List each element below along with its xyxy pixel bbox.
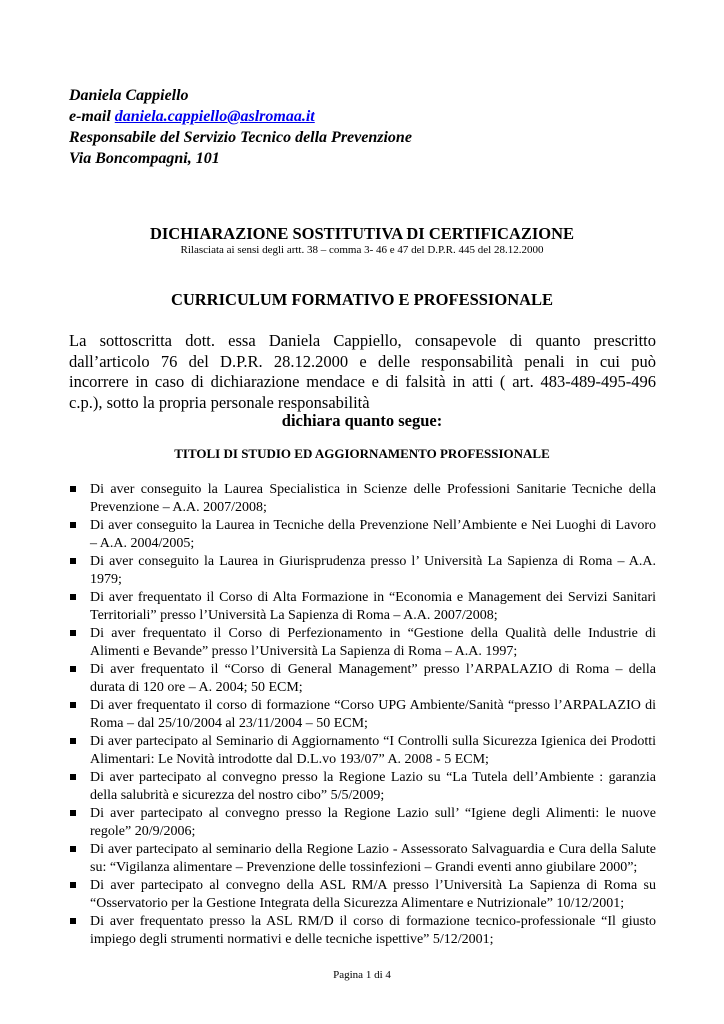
list-item bbox=[69, 661, 656, 697]
list-item-text: Di aver partecipato al Seminario di Aggiornamento “I Controlli sulla Sicurezza Igienica dei Prodotti Alimentari: Le Novità introdotte dal D.L.vo 193/07” A. 2008 - 5 ECM; bbox=[90, 734, 656, 767]
list-item bbox=[69, 517, 656, 553]
list-item bbox=[69, 481, 656, 517]
square-bullet-icon bbox=[70, 774, 76, 780]
intro-paragraph bbox=[69, 331, 656, 413]
square-bullet-icon bbox=[70, 846, 76, 852]
list-item bbox=[69, 625, 656, 661]
square-bullet-icon bbox=[70, 918, 76, 924]
square-bullet-icon bbox=[70, 630, 76, 636]
email-prefix: e-mail bbox=[69, 108, 115, 125]
curriculum-title: CURRICULUM FORMATIVO E PROFESSIONALE bbox=[170, 290, 554, 309]
list-item-text: Di aver frequentato il Corso di Alta Formazione in “Economia e Management dei Servizi Sanitari Territoriali” presso l’Università La Sapienza di Roma – A.A. 2007/2008; bbox=[90, 590, 656, 623]
declaration-heading: dichiara quanto segue: bbox=[281, 411, 443, 430]
sender-address: Via Boncompagni, 101 bbox=[69, 150, 220, 167]
list-item-text: Di aver partecipato al seminario della Regione Lazio - Assessorato Salvaguardia e Cura della Salute su: “Vigilanza alimentare – Prevenzione delle tossinfezioni – Grandi eventi anno giubilare 2000”; bbox=[90, 842, 656, 875]
sender-name: Daniela Cappiello bbox=[69, 87, 189, 104]
list-item bbox=[69, 913, 656, 949]
list-item-text: Di aver conseguito la Laurea in Tecniche della Prevenzione Nell’Ambiente e Nei Luoghi di Lavoro – A.A. 2004/2005; bbox=[90, 518, 656, 551]
square-bullet-icon bbox=[70, 882, 76, 888]
list-item bbox=[69, 553, 656, 589]
qualifications-list bbox=[69, 481, 656, 949]
list-item bbox=[69, 877, 656, 913]
list-item-text: Di aver partecipato al convegno presso la Regione Lazio su “La Tutela dell’Ambiente : garanzia della salubrità e sicurezza del nostro cibo” 5/5/2009; bbox=[90, 770, 656, 803]
list-item bbox=[69, 733, 656, 769]
square-bullet-icon bbox=[70, 738, 76, 744]
list-item-text: Di aver frequentato il corso di formazione “Corso UPG Ambiente/Sanità “presso l’ARPALAZIO di Roma – dal 25/10/2004 al 23/11/2004 – 50 ECM; bbox=[90, 698, 656, 731]
list-item-text: Di aver partecipato al convegno presso la Regione Lazio sull’ “Igiene degli Alimenti: le nuove regole” 20/9/2006; bbox=[90, 806, 656, 839]
list-item-text: Di aver partecipato al convegno della ASL RM/A presso l’Università La Sapienza di Roma su “Osservatorio per la Gestione Integrata della Sicurezza Alimentare e Nutrizionale” 10/12/2001; bbox=[90, 878, 656, 911]
square-bullet-icon bbox=[70, 558, 76, 564]
intro-line: c.p.), sotto la propria personale responsabilità bbox=[69, 392, 370, 412]
list-item-text: Di aver frequentato il Corso di Perfezionamento in “Gestione della Qualità delle Industrie di Alimenti e Bevande” presso l’Università La Sapienza di Roma – A.A. 1997; bbox=[90, 626, 656, 659]
square-bullet-icon bbox=[70, 522, 76, 528]
document-title: DICHIARAZIONE SOSTITUTIVA DI CERTIFICAZIONE bbox=[149, 224, 575, 243]
document-subtitle: Rilasciata ai sensi degli artt. 38 – comma 3- 46 e 47 del D.P.R. 445 del 28.12.2000 bbox=[180, 244, 544, 256]
square-bullet-icon bbox=[70, 594, 76, 600]
square-bullet-icon bbox=[70, 810, 76, 816]
list-item-text: Di aver conseguito la Laurea in Giurisprudenza presso l’ Università La Sapienza di Roma – A.A. 1979; bbox=[90, 554, 656, 587]
list-item-text: Di aver conseguito la Laurea Specialistica in Scienze delle Professioni Sanitarie Tecniche della Prevenzione – A.A. 2007/2008; bbox=[90, 482, 656, 515]
list-item-text: Di aver frequentato il “Corso di General Management” presso l’ARPALAZIO di Roma – della durata di 120 ore – A. 2004; 50 ECM; bbox=[90, 662, 656, 695]
intro-line: dall’articolo 76 del D.P.R. 28.12.2000 e delle responsabilità penali in cui può bbox=[69, 351, 656, 371]
list-item bbox=[69, 697, 656, 733]
list-item bbox=[69, 769, 656, 805]
square-bullet-icon bbox=[70, 702, 76, 708]
square-bullet-icon bbox=[70, 666, 76, 672]
square-bullet-icon bbox=[70, 486, 76, 492]
section-title: TITOLI DI STUDIO ED AGGIORNAMENTO PROFESSIONALE bbox=[174, 446, 550, 461]
page-number: Pagina 1 di 4 bbox=[333, 969, 391, 981]
intro-line: incorrere in caso di dichiarazione mendace e di falsità in atti ( art. 483-489-495-496 bbox=[69, 372, 656, 391]
intro-line: La sottoscritta dott. essa Daniela Cappiello, consapevole di quanto prescritto bbox=[69, 331, 656, 350]
sender-header bbox=[69, 85, 412, 169]
sender-email-line bbox=[69, 106, 412, 127]
email-link[interactable]: daniela.cappiello@aslromaa.it bbox=[114, 108, 315, 125]
list-item-text: Di aver frequentato presso la ASL RM/D il corso di formazione tecnico-professionale “Il giusto impiego degli strumenti normativi e delle tecniche ispettive” 5/12/2001; bbox=[90, 914, 656, 947]
list-item bbox=[69, 841, 656, 877]
list-item bbox=[69, 805, 656, 841]
sender-role: Responsabile del Servizio Tecnico della Prevenzione bbox=[69, 129, 412, 146]
list-item bbox=[69, 589, 656, 625]
